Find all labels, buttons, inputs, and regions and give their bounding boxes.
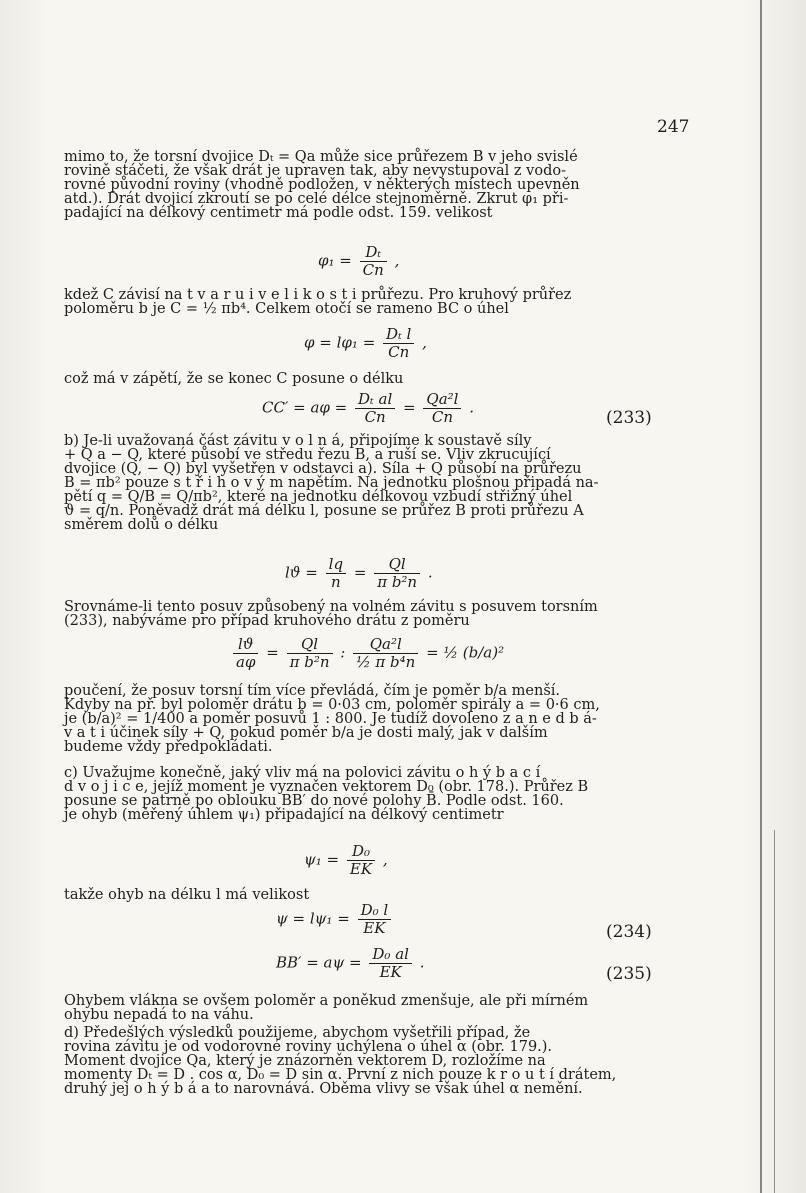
paragraph-bend-length: takže ohyb na délku l má velikost [64, 887, 310, 903]
page-number: 247 [657, 117, 690, 137]
paragraph-bending-couple: c) Uvažujme konečně, jaký vliv má na polovici závitu o h ý b a c í d v o j i c e, jejíž moment je vyznačen vektorem D₀ (obr. 178.). Průřez B posune se patrně po oblouku BB′ do nové polohy B̄. Podle odst. 160. je ohyb (měřený úhlem ψ₁) připadající na délkový centimetr [64, 765, 589, 823]
formula-phi: φ = lφ₁ = $\frac{\text{Dₜ l}}{Cn}$ , [304, 325, 427, 361]
paragraph-free-coil: b) Je-li uvažovaná část závitu v o l n á, připojíme k soustavě síly + Q a − Q, které působí ve středu řezu B, a ruší se. Vliv zkrucující dvojice (Q, − Q) byl vyšetřen v odstavci a). Síla + Q působí na průřezu B = πb² pouze s t ř i h o v ý m napětím. Na jednotku plošnou připadá na- pětí q = Q/B = Q/πb², které na jednotku délkovou vzbudí střižný úhel ϑ = q/n. Poněvadž drát má délku l, posune se průřez B proti průřezu A směrem dolů o délku [64, 433, 599, 533]
page-edge-inner [774, 830, 775, 1193]
page-edge [760, 0, 762, 1193]
formula-shear: lϑ = $\frac{lq}{n}$ = $\frac{Ql}{\text{π b²n}}$ . [285, 555, 433, 591]
paragraph-torsion-intro: mimo to, že torsní dvojice Dₜ = Qa může sice průřezem B v jeho svislé rovině stáčeti, že však drát je upraven tak, aby nevystupoval z vodo- rovné původní roviny (vhodně podložen, v některých místech upevněn atd.). Drát dvojicí zkroutí se po celé délce stejnoměrně. Zkrut φ₁ při- padající na délkový centimetr má podle odst. 159. velikost [64, 149, 580, 221]
formula-phi1: φ₁ = $\frac{\text{Dₜ}}{Cn}$ , [318, 243, 400, 279]
paragraph-displacement: což má v zápětí, že se konec C posune o délku [64, 371, 404, 387]
paragraph-shape-size: kdež C závisí na t v a r u i v e l i k o s t i průřezu. Pro kruhový průřez poloměru b je C = ½ πb⁴. Celkem otočí se rameno BC o úhel [64, 287, 572, 317]
equation-number-235: (235) [606, 964, 652, 984]
equation-number-233: (233) [606, 408, 652, 428]
paragraph-inclined-coil: d) Předešlých výsledků použijeme, abychom vyšetřili případ, že rovina závitu je od vodorovné roviny uchýlena o úhel α (obr. 179.). Moment dvojice Qa, který je znázorněn vektorem D, rozložíme na momenty Dₜ = D . cos α, D₀ = D sin α. První z nich pouze k r o u t í drátem, druhý jej o h ý b á a to narovnává. Oběma vlivy se však úhel α nemění. [64, 1025, 617, 1097]
paragraph-radius-shrink: Ohybem vlákna se ovšem poloměr a poněkud zmenšuje, ale při mírném ohybu nepadá to na váhu. [64, 993, 589, 1023]
equation-number-234: (234) [606, 922, 652, 942]
paragraph-comparison: Srovnáme-li tento posuv způsobený na volném závitu s posuvem torsním (233), nabýváme pro případ kruhového drátu z poměru [64, 599, 598, 629]
formula-233: CC′ = aφ = $\frac{\text{Dₜ al}}{Cn}$ = $\frac{\text{Qa²l}}{Cn}$ . [262, 390, 475, 426]
paragraph-torsion-dominates: poučení, že posuv torsní tím více převládá, čím je poměr b/a menší. Kdyby na př. byl poloměr drátu b = 0·03 cm, poloměr spirály a = 0·6 cm, je (b/a)² = 1/400 a poměr posuvů 1 : 800. Je tudíž dovoleno z a n e d b á- v a t i účinek síly + Q, pokud poměr b/a je dosti malý, jak v dalším budeme vždy předpokládati. [64, 683, 600, 755]
formula-235: BB′ = aψ = $\frac{\text{D₀ al}}{EK}$ . [276, 945, 425, 981]
formula-ratio: $\frac{lϑ}{a\varphi}$ = $\frac{Ql}{\text{π b²n}}$ : $\frac{\text{Qa²l}}{\text{½ π b⁴n}}$ = ½ (b/a)² [230, 636, 504, 671]
formula-psi1: ψ₁ = $\frac{\text{D₀}}{EK}$ , [304, 842, 388, 878]
formula-234: ψ = lψ₁ = $\frac{\text{D₀ l}}{EK}$ [276, 902, 394, 937]
